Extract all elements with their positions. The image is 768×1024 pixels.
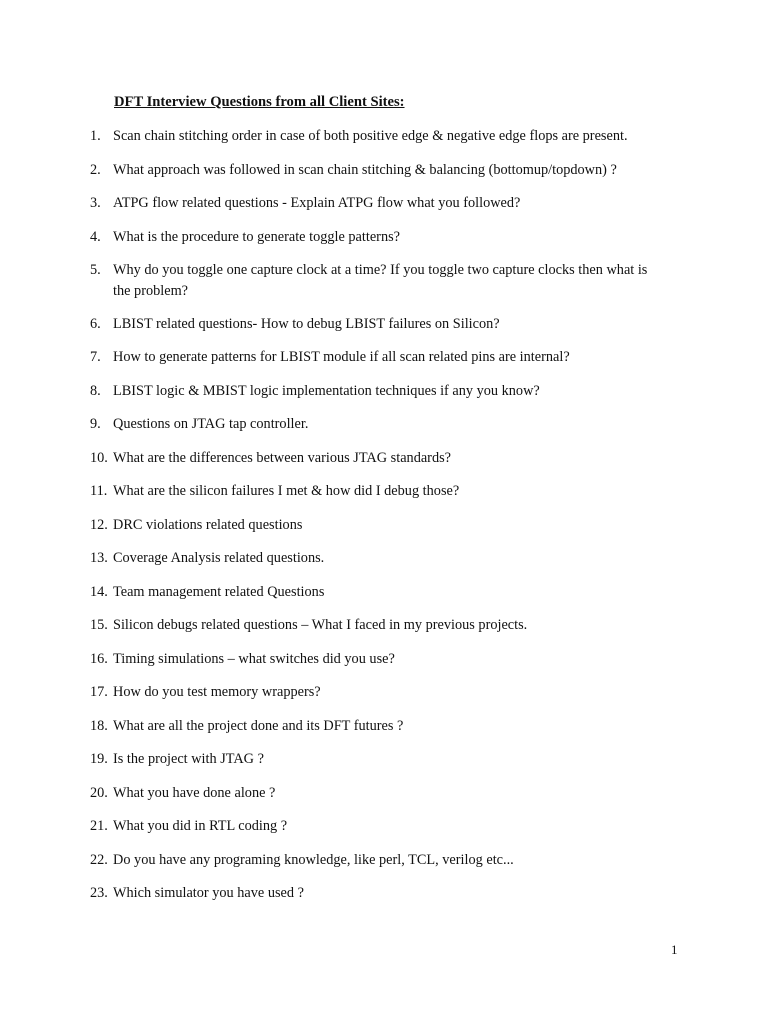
question-item xyxy=(90,850,690,871)
question-number: 20. xyxy=(90,785,108,801)
question-item xyxy=(90,193,690,214)
question-text: Is the project with JTAG ? xyxy=(113,751,264,767)
question-text: LBIST logic & MBIST logic implementation techniques if any you know? xyxy=(113,383,540,399)
question-number: 2. xyxy=(90,162,101,178)
question-item xyxy=(90,649,690,670)
question-text: Silicon debugs related questions – What I faced in my previous projects. xyxy=(113,617,528,633)
question-number: 19. xyxy=(90,751,108,767)
question-item xyxy=(90,515,690,536)
question-item xyxy=(90,381,690,402)
question-item xyxy=(90,160,690,181)
question-number: 12. xyxy=(90,517,108,533)
question-item xyxy=(90,716,690,737)
question-text: Do you have any programing knowledge, like perl, TCL, verilog etc... xyxy=(113,852,514,868)
question-text: How to generate patterns for LBIST module if all scan related pins are internal? xyxy=(113,349,570,365)
question-text: What are the differences between various JTAG standards? xyxy=(113,450,452,466)
question-item xyxy=(90,682,690,703)
question-number: 17. xyxy=(90,684,108,700)
page-number: 1 xyxy=(671,942,678,957)
question-text: Questions on JTAG tap controller. xyxy=(113,416,309,432)
question-number: 11. xyxy=(90,483,108,499)
question-item xyxy=(90,816,690,837)
question-text: What are all the project done and its DFT futures ? xyxy=(113,718,404,734)
question-number: 9. xyxy=(90,416,101,432)
question-text: Which simulator you have used ? xyxy=(113,885,304,901)
question-number: 5. xyxy=(90,262,101,278)
question-item xyxy=(90,481,690,502)
question-item xyxy=(90,126,690,147)
question-number: 7. xyxy=(90,349,101,365)
question-text: Coverage Analysis related questions. xyxy=(113,550,325,566)
question-number: 18. xyxy=(90,718,108,734)
question-text: How do you test memory wrappers? xyxy=(113,684,321,700)
question-text: What is the procedure to generate toggle patterns? xyxy=(113,229,401,245)
page-title: DFT Interview Questions from all Client Sites: xyxy=(114,94,405,110)
question-item xyxy=(90,227,690,248)
question-item xyxy=(90,883,690,904)
question-text: What you did in RTL coding ? xyxy=(113,818,288,834)
question-text: Team management related Questions xyxy=(113,584,325,600)
question-item xyxy=(90,749,690,770)
question-text: Scan chain stitching order in case of both positive edge & negative edge flops are present. xyxy=(113,128,628,144)
question-item xyxy=(90,347,690,368)
question-item xyxy=(90,414,690,435)
question-text: What approach was followed in scan chain stitching & balancing (bottomup/topdown) ? xyxy=(113,162,617,178)
question-text: What are the silicon failures I met & how did I debug those? xyxy=(113,483,460,499)
question-text: DRC violations related questions xyxy=(113,517,303,533)
question-number: 23. xyxy=(90,885,108,901)
question-text: LBIST related questions- How to debug LBIST failures on Silicon? xyxy=(113,316,500,332)
question-text: What you have done alone ? xyxy=(113,785,276,801)
question-item xyxy=(90,548,690,569)
question-number: 10. xyxy=(90,450,108,466)
question-number: 8. xyxy=(90,383,101,399)
question-text: ATPG flow related questions - Explain ATPG flow what you followed? xyxy=(113,195,521,211)
question-text: Timing simulations – what switches did you use? xyxy=(113,651,395,667)
question-number: 21. xyxy=(90,818,108,834)
question-number: 22. xyxy=(90,852,108,868)
question-number: 16. xyxy=(90,651,108,667)
question-text: Why do you toggle one capture clock at a time? If you toggle two capture clocks then what is the problem? xyxy=(113,262,648,299)
question-item xyxy=(90,448,690,469)
question-item xyxy=(90,314,690,335)
question-number: 6. xyxy=(90,316,101,332)
question-item xyxy=(90,783,690,804)
question-number: 13. xyxy=(90,550,108,566)
question-number: 15. xyxy=(90,617,108,633)
question-item xyxy=(90,260,690,302)
question-number: 14. xyxy=(90,584,108,600)
question-number: 1. xyxy=(90,128,101,144)
question-item xyxy=(90,615,690,636)
question-number: 4. xyxy=(90,229,101,245)
question-item xyxy=(90,582,690,603)
question-number: 3. xyxy=(90,195,101,211)
